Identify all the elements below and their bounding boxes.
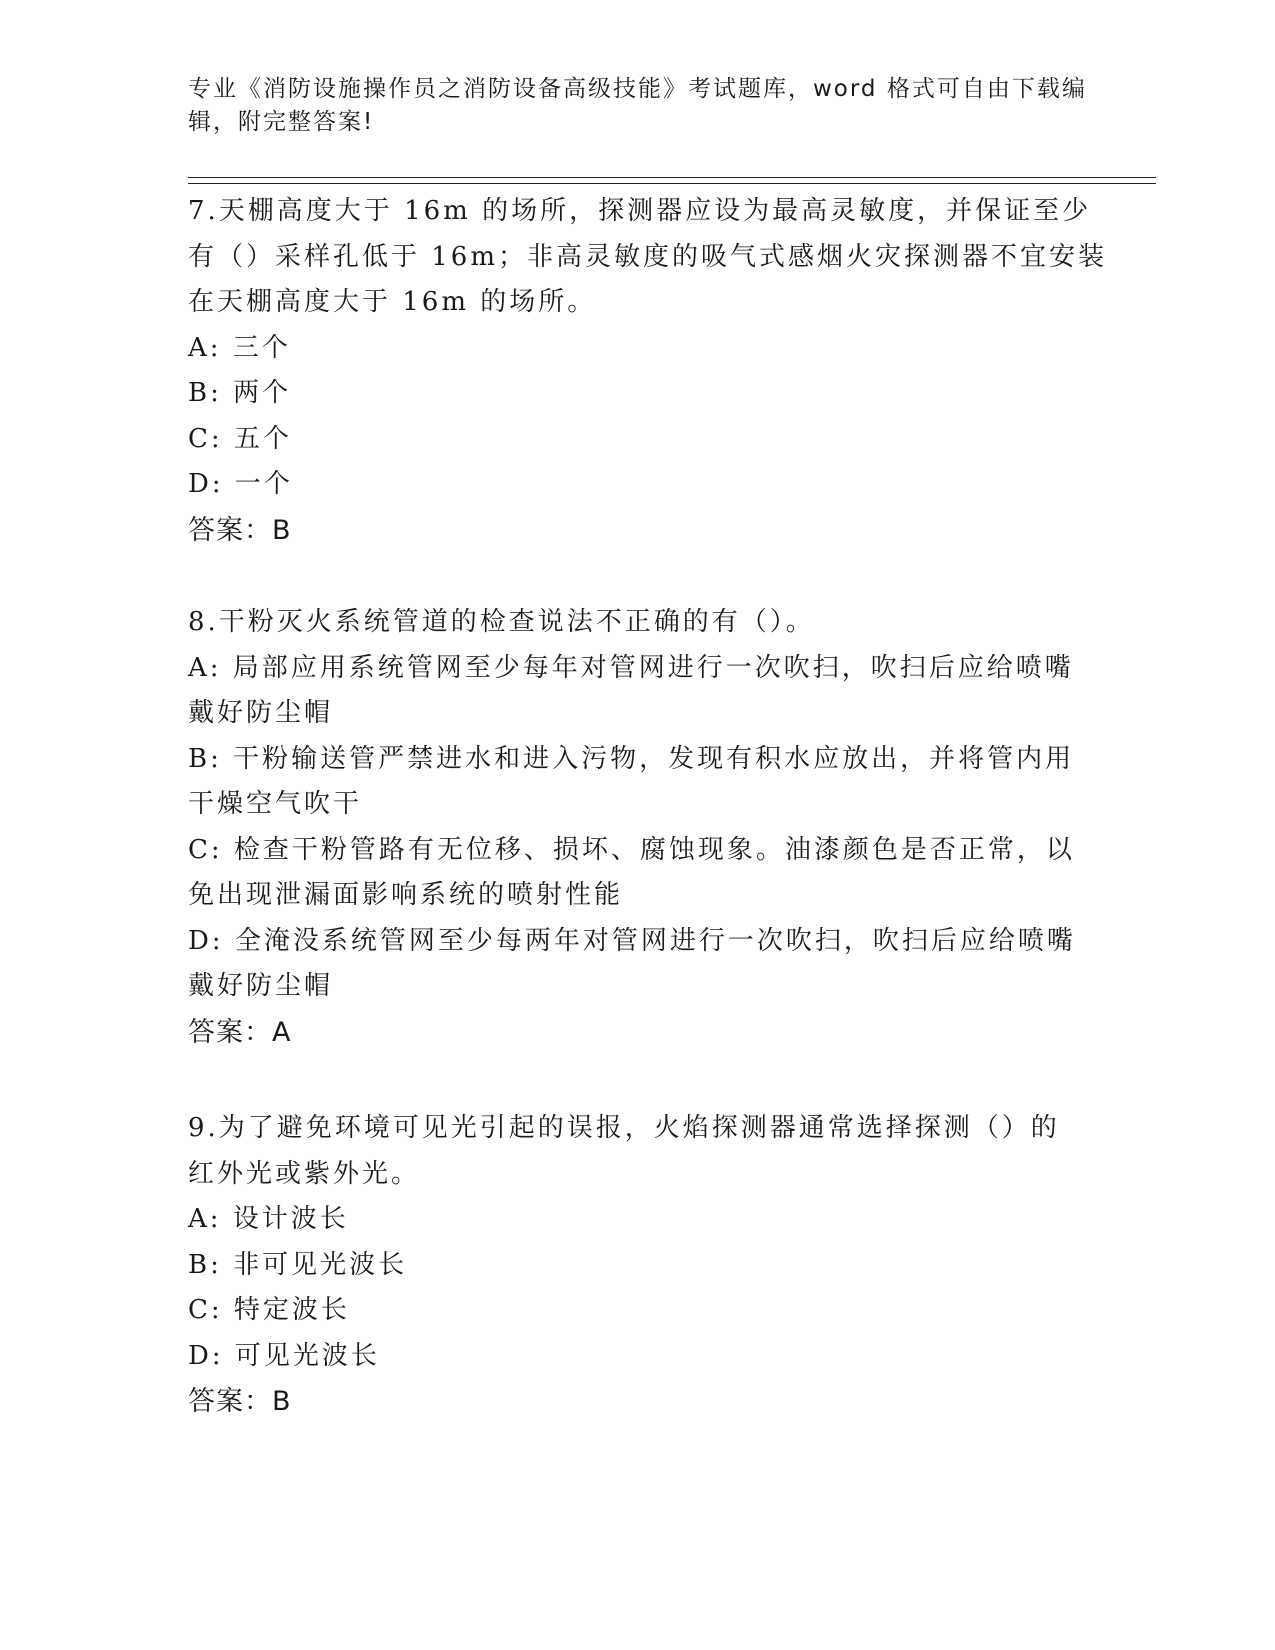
option-c-continued: 免出现泄漏面影响系统的喷射性能	[188, 880, 624, 910]
option-b: B: 非可见光波长	[188, 1249, 408, 1280]
answer-label: 答案：B	[188, 1386, 292, 1417]
question-stem-line: 红外光或紫外光。	[188, 1158, 421, 1189]
question-9	[188, 1106, 1088, 1425]
header-divider	[188, 183, 1156, 184]
question-stem-line: 8.干粉灭火系统管道的检查说法不正确的有（）。	[188, 607, 815, 637]
option-a: A: 设计波长	[188, 1204, 349, 1234]
answer-label: 答案：B	[188, 514, 292, 546]
option-c: C: 检查干粉管路有无位移、损坏、腐蚀现象。油漆颜色是否正常，以	[188, 834, 1075, 865]
option-a: A: 局部应用系统管网至少每年对管网进行一次吹扫，吹扫后应给喷嘴	[188, 652, 1074, 683]
header-divider	[188, 177, 1156, 178]
option-d-continued: 戴好防尘帽	[188, 971, 334, 1001]
option-a: A: 三个	[188, 332, 291, 363]
option-c: C: 特定波长	[188, 1295, 350, 1325]
option-d: D: 一个	[188, 469, 293, 499]
header-line: 专业《消防设施操作员之消防设备高级技能》考试题库，word 格式可自由下载编	[188, 76, 1087, 102]
question-stem-line: 9.为了避免环境可见光引起的误报，火焰探测器通常选择探测（）的	[188, 1113, 1060, 1143]
option-b-continued: 干燥空气吹干	[188, 789, 363, 819]
question-stem-line: 7.天棚高度大于 16m 的场所，探测器应设为最高灵敏度，并保证至少	[188, 196, 1092, 226]
option-c: C: 五个	[188, 423, 292, 454]
option-a-continued: 戴好防尘帽	[188, 698, 334, 728]
option-d: D: 全淹没系统管网至少每两年对管网进行一次吹扫，吹扫后应给喷嘴	[188, 925, 1076, 956]
document-header	[188, 73, 1088, 139]
question-stem-line: 在天棚高度大于 16m 的场所。	[188, 287, 597, 317]
answer-label: 答案：A	[188, 1016, 292, 1048]
question-8	[188, 600, 1088, 1055]
question-stem-line: 有（）采样孔低于 16m；非高灵敏度的吸气式感烟火灾探测器不宜安装	[188, 241, 1108, 272]
option-b: B: 两个	[188, 378, 292, 408]
header-line: 辑，附完整答案!	[188, 109, 375, 135]
option-d: D: 可见光波长	[188, 1340, 380, 1371]
question-7	[188, 189, 1108, 553]
option-b: B: 干粉输送管严禁进水和进入污物，发现有积水应放出，并将管内用	[188, 743, 1075, 774]
